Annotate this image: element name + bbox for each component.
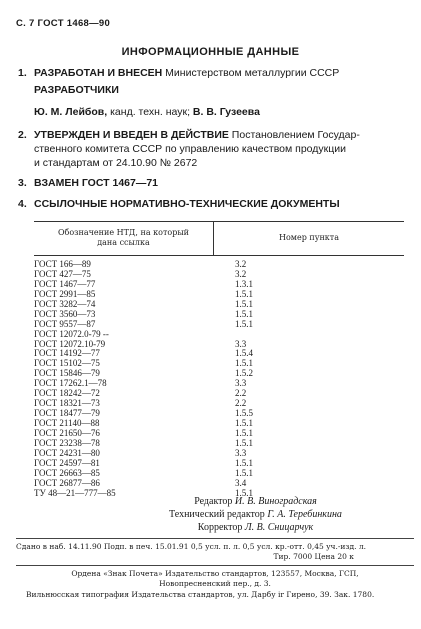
table-row (34, 348, 414, 358)
ntd-designation: ГОСТ 2991—85 (34, 288, 96, 299)
ntd-designation: ГОСТ 12072.0-79 -- (34, 328, 109, 339)
table-header-rule (34, 255, 404, 256)
ntd-designation: ГОСТ 14192—77 (34, 348, 100, 359)
imprint-top-rule (16, 538, 414, 539)
ntd-designation: ГОСТ 26663—85 (34, 467, 100, 478)
clause-number: 1.5.1 (235, 457, 253, 468)
table-row (34, 309, 414, 319)
credits (0, 496, 421, 535)
clause-number: 3.4 (235, 477, 247, 488)
clause-number: 1.5.4 (235, 348, 253, 359)
clause-number: 1.5.1 (235, 467, 253, 478)
clause-number: 3.2 (235, 259, 247, 269)
ntd-designation: ГОСТ 166—89 (34, 259, 91, 269)
clause-number: 2.2 (235, 398, 247, 409)
clause-number: 1.5.1 (235, 487, 253, 498)
table-row (34, 269, 414, 279)
ntd-designation: ГОСТ 24231—80 (34, 447, 100, 458)
ntd-designation: ГОСТ 3282—74 (34, 298, 96, 309)
clause-number: 1.5.1 (235, 288, 253, 299)
clause-number: 1.5.1 (235, 418, 253, 428)
developers-label: РАЗРАБОТЧИКИ (34, 84, 119, 96)
ntd-designation: ГОСТ 15846—79 (34, 368, 100, 379)
publisher-info: Ордена «Знак Почета» Издательство стандартов, 123557, Москва, ГСП, Новопресненский пер., д. 3. (71, 569, 359, 588)
ntd-designation: ГОСТ 21140—88 (34, 418, 100, 428)
table-row (34, 358, 414, 368)
ntd-designation: ГОСТ 26877—86 (34, 477, 100, 488)
table-row (34, 428, 414, 438)
ntd-designation: ГОСТ 3560—73 (34, 308, 96, 319)
ntd-designation: ГОСТ 12072.10-79 (34, 338, 106, 349)
table-row (34, 279, 414, 289)
table-top-rule (34, 221, 404, 222)
clause-number: 1.5.5 (235, 408, 253, 419)
table-row (34, 329, 414, 339)
table-row (34, 289, 414, 299)
clause-number: 3.3 (235, 378, 247, 389)
credit-corrector: Корректор Л. В. Сницарчук (197, 522, 314, 533)
clause-number: 1.5.1 (235, 437, 253, 448)
reference-table-body (34, 259, 414, 498)
credit-editor: Редактор И. В. Виноградская (194, 496, 317, 507)
imprint-bottom-rule (16, 565, 414, 566)
ntd-designation: ГОСТ 15102—75 (34, 358, 100, 369)
ntd-designation: ГОСТ 18242—72 (34, 388, 100, 399)
imprint: Сдано в наб. 14.11.90 Подп. в печ. 15.01.91 0,5 усл. п. л. 0,5 усл. кр.-отт. 0,45 уч.-изд. л. Тир. 7000 Цена 20 к (16, 542, 367, 561)
clause-number: 1.5.1 (235, 298, 253, 309)
ntd-designation: ГОСТ 18477—79 (34, 408, 100, 419)
ntd-designation: ГОСТ 23238—78 (34, 437, 100, 448)
table-row (34, 468, 414, 478)
credit-tech-editor: Технический редактор Г. А. Теребинкина (169, 509, 342, 520)
clause-number: 1.5.1 (235, 358, 253, 369)
table-row (34, 319, 414, 329)
clause-number: 3.2 (235, 268, 247, 279)
clause-number: 1.3.1 (235, 278, 253, 289)
clause-number: 1.5.1 (235, 308, 253, 319)
ntd-designation: ТУ 48—21—777—85 (34, 487, 116, 498)
developers-names: Ю. М. Лейбов, канд. техн. наук; В. В. Гузеева (34, 106, 260, 118)
ntd-designation: ГОСТ 18321—73 (34, 398, 100, 409)
page-title: ИНФОРМАЦИОННЫЕ ДАННЫЕ (121, 46, 300, 58)
printer-info: Вильнюсская типография Издательства стандартов, ул. Дарбу ir Гирено, 39. Зак. 1780. (26, 590, 375, 599)
table-row (34, 259, 414, 269)
ntd-designation: ГОСТ 9557—87 (34, 318, 96, 329)
clause-number: 1.5.2 (235, 368, 253, 379)
table-row (34, 339, 414, 349)
table-row (34, 418, 414, 428)
clause-number: 2.2 (235, 388, 247, 399)
ntd-designation: ГОСТ 24597—81 (34, 457, 100, 468)
ntd-designation: ГОСТ 1467—77 (34, 278, 96, 289)
table-row (34, 458, 414, 468)
section-2: 2. УТВЕРЖДЕН И ВВЕДЕН В ДЕЙСТВИЕ Постановлением Государ- ственного комитета СССР по управлению качеством продукции и стандартам от 24.10.90 № 2672 (18, 129, 360, 169)
ntd-designation: ГОСТ 21650—76 (34, 427, 100, 438)
clause-number: 3.3 (235, 338, 247, 349)
table-row (34, 408, 414, 418)
ntd-designation: ГОСТ 17262.1—78 (34, 378, 107, 389)
table-row (34, 378, 414, 388)
table-row (34, 448, 414, 458)
section-1: 1. РАЗРАБОТАН И ВНЕСЕН Министерством металлургии СССР (18, 67, 340, 79)
table-row (34, 398, 414, 408)
clause-number: 1.5.1 (235, 427, 253, 438)
clause-number: 1.5.1 (235, 318, 253, 329)
table-row (34, 438, 414, 448)
section-4: 4. ССЫЛОЧНЫЕ НОРМАТИВНО-ТЕХНИЧЕСКИЕ ДОКУМЕНТЫ (18, 198, 340, 210)
table-header-clause: Номер пункта (279, 233, 339, 242)
table-header-ntd: Обозначение НТД, на который дана ссылка (57, 228, 190, 247)
table-row (34, 478, 414, 488)
table-row (34, 299, 414, 309)
section-3: 3. ВЗАМЕН ГОСТ 1467—71 (18, 177, 159, 189)
table-row (34, 388, 414, 398)
clause-number: 3.3 (235, 447, 247, 458)
ntd-designation: ГОСТ 427—75 (34, 268, 91, 279)
page-header: С. 7 ГОСТ 1468—90 (16, 18, 111, 29)
table-row (34, 368, 414, 378)
